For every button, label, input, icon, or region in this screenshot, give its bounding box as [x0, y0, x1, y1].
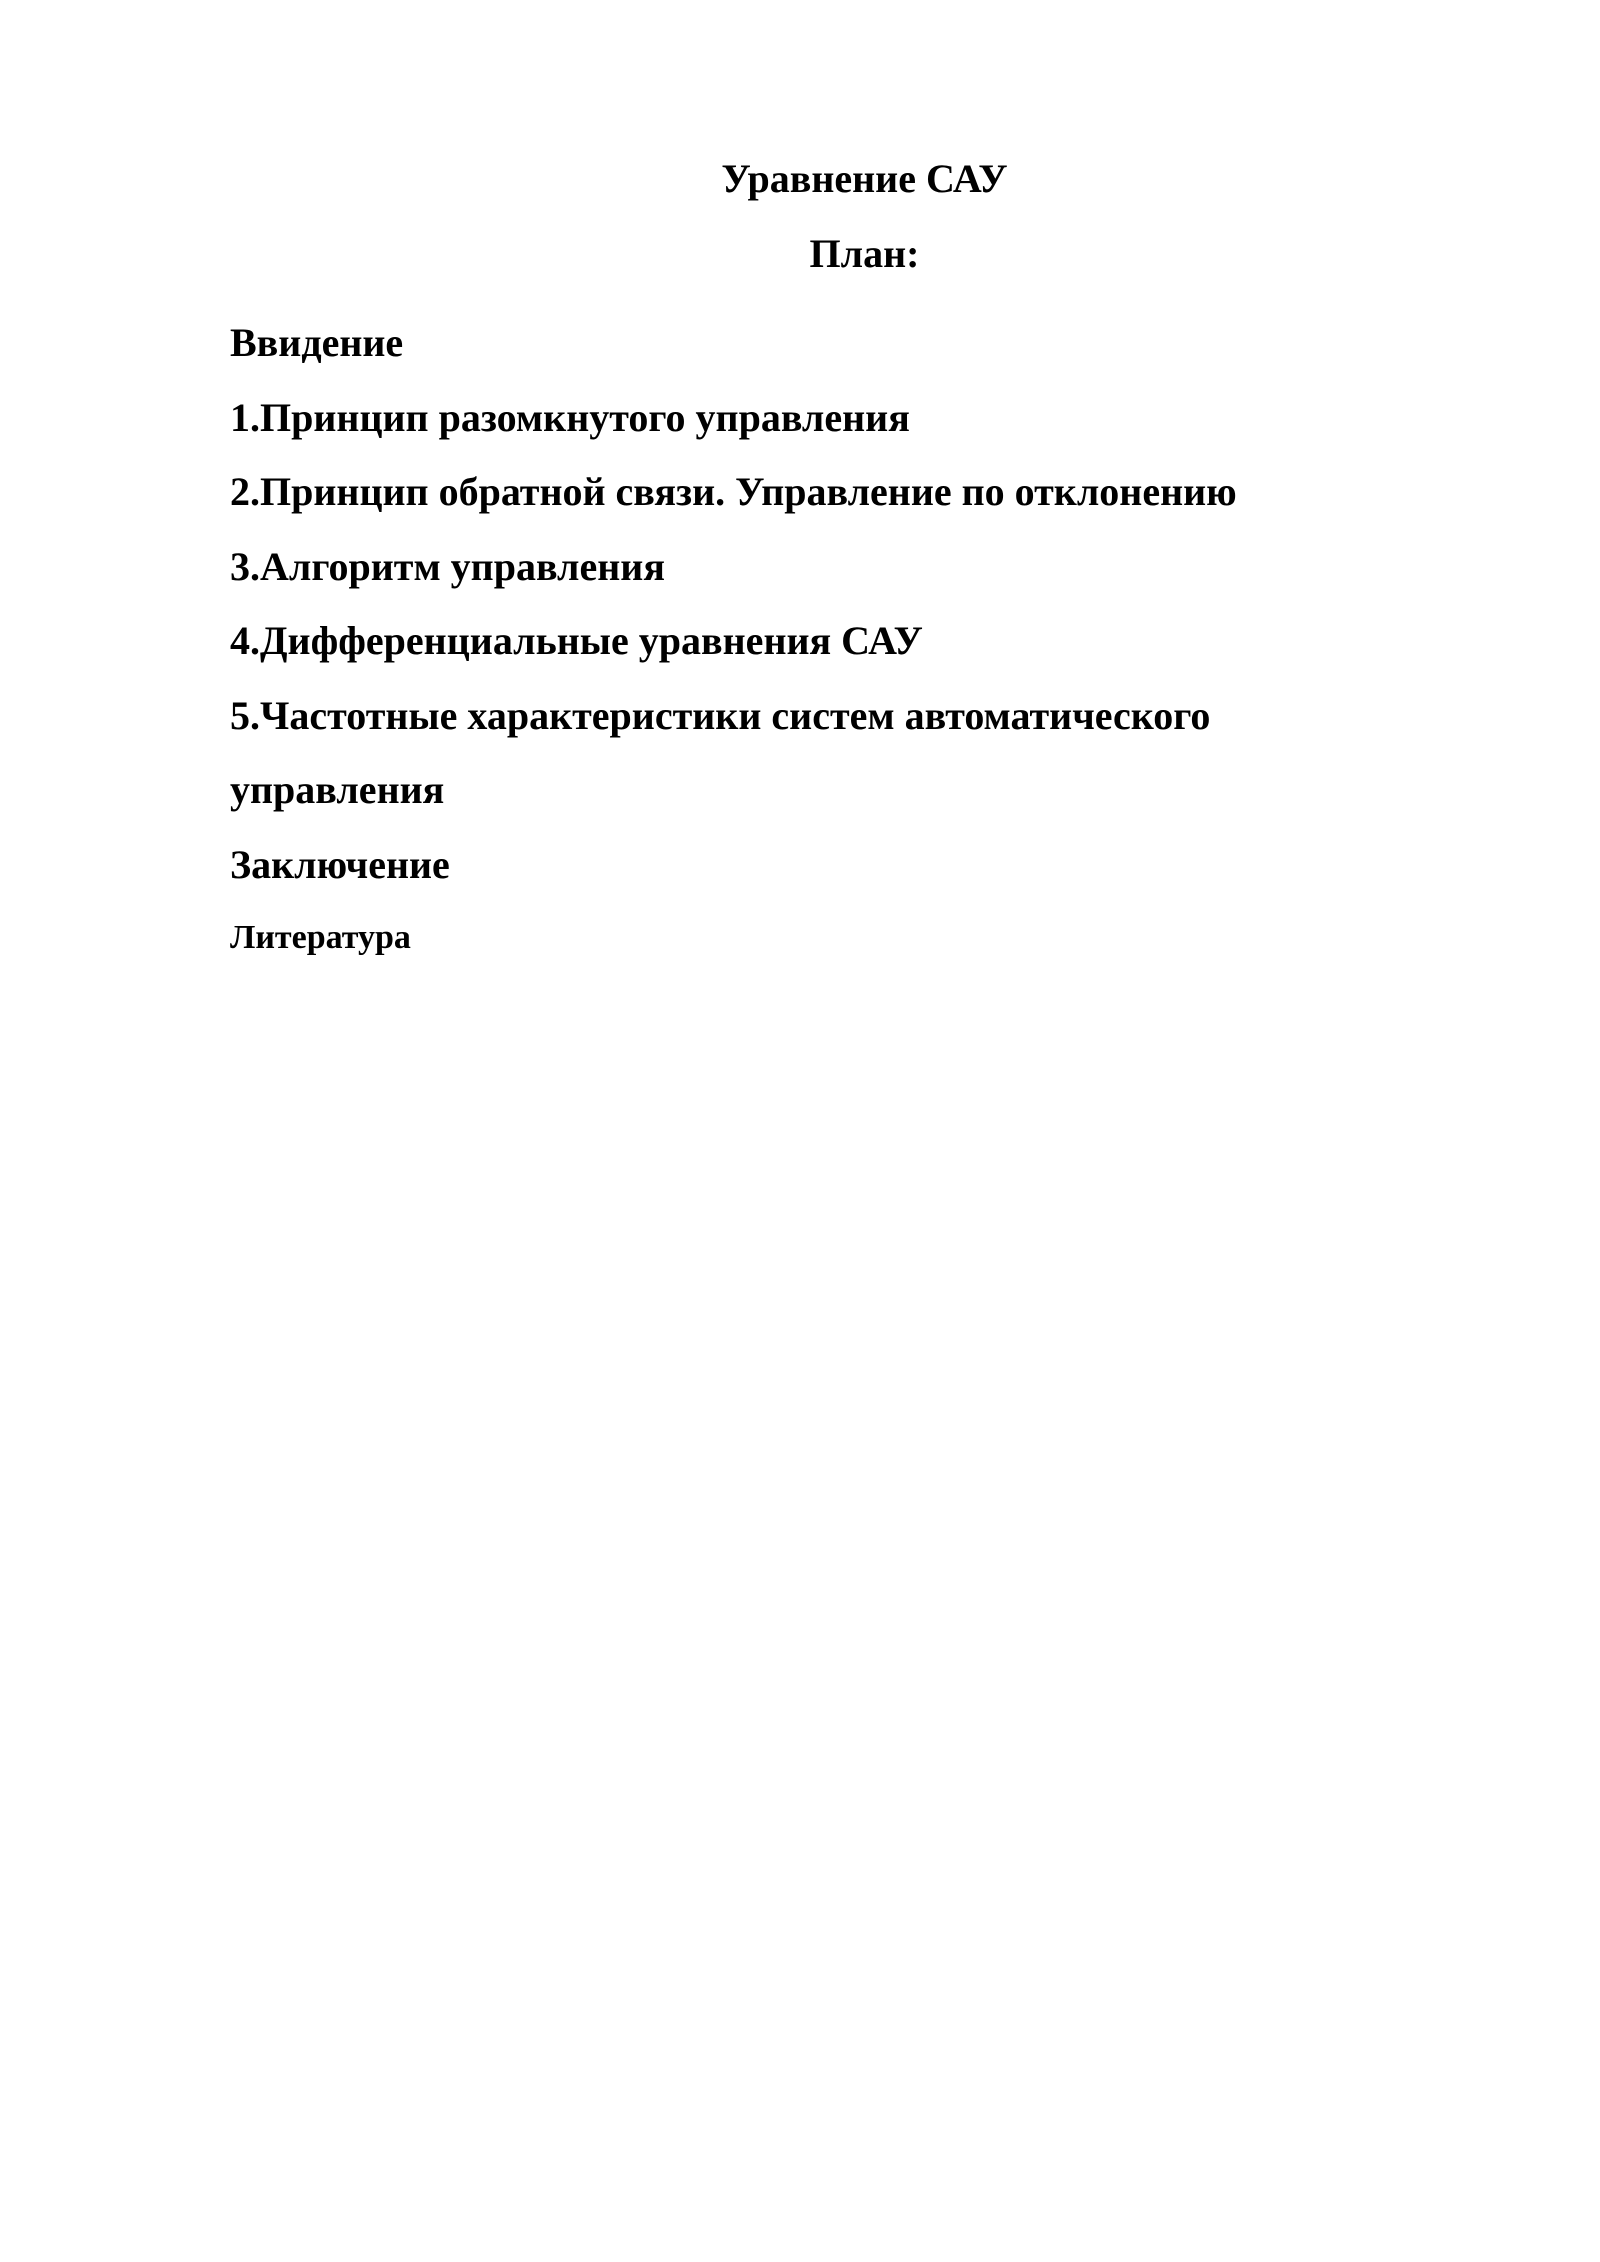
toc-item-1: 1.Принцип разомкнутого управления: [230, 394, 910, 440]
table-of-contents: [230, 306, 1430, 974]
toc-item-3: 3.Алгоритм управления: [230, 543, 665, 589]
toc-item-introduction: Ввидение: [230, 320, 404, 365]
toc-item-2: 2.Принцип обратной связи. Управление по отклонению: [230, 469, 1237, 514]
document-title: Уравнение САУ: [721, 156, 1008, 201]
toc-item-literature: Литература: [230, 919, 411, 956]
plan-heading: План:: [809, 231, 920, 276]
toc-item-4: 4.Дифференциальные уравнения САУ: [230, 618, 923, 663]
toc-item-5: 5.Частотные характеристики систем автоматического: [230, 692, 1211, 738]
toc-item-conclusion: Заключение: [230, 841, 450, 887]
toc-item-5-continued: управления: [230, 767, 445, 812]
